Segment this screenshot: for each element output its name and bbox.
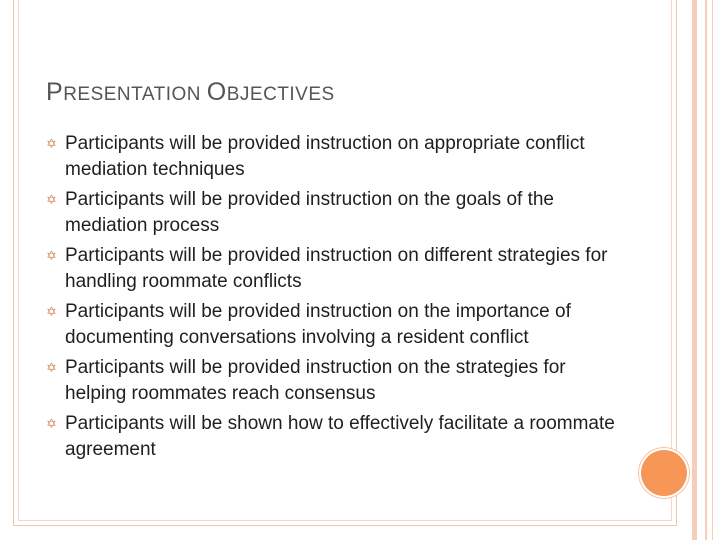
list-item-text: Participants will be provided instruction on different strategies for handling roommate conflicts [65,245,608,292]
list-item-text: Participants will be provided instruction on the strategies for helping roommates reach consensus [65,357,566,404]
right-decorative-rule [692,0,697,540]
list-item [46,299,626,351]
star-outline-icon: ✡ [46,136,57,151]
list-item [46,187,626,239]
star-outline-icon: ✡ [46,416,57,431]
star-outline-icon: ✡ [46,192,57,207]
title-initial: P [46,78,64,106]
title-rest: RESENTATION [63,84,207,105]
list-item-text: Participants will be provided instruction on the goals of the mediation process [65,189,554,236]
list-item [46,243,626,295]
list-item [46,355,626,407]
list-item [46,411,626,463]
star-outline-icon: ✡ [46,360,57,375]
list-item [46,131,626,183]
objectives-list [46,131,626,467]
list-item-text: Participants will be shown how to effectively facilitate a roommate agreement [65,413,615,460]
list-item-text: Participants will be provided instruction on appropriate conflict mediation techniques [65,133,585,180]
right-decorative-rule [705,0,707,540]
title-rest: BJECTIVES [226,84,335,105]
right-decorative-rule [712,0,713,540]
slide-title [46,78,335,107]
list-item-text: Participants will be provided instruction on the importance of documenting conversations involving a resident conflict [65,301,571,348]
accent-circle [641,450,687,496]
star-outline-icon: ✡ [46,304,57,319]
star-outline-icon: ✡ [46,248,57,263]
title-initial: O [206,78,227,106]
